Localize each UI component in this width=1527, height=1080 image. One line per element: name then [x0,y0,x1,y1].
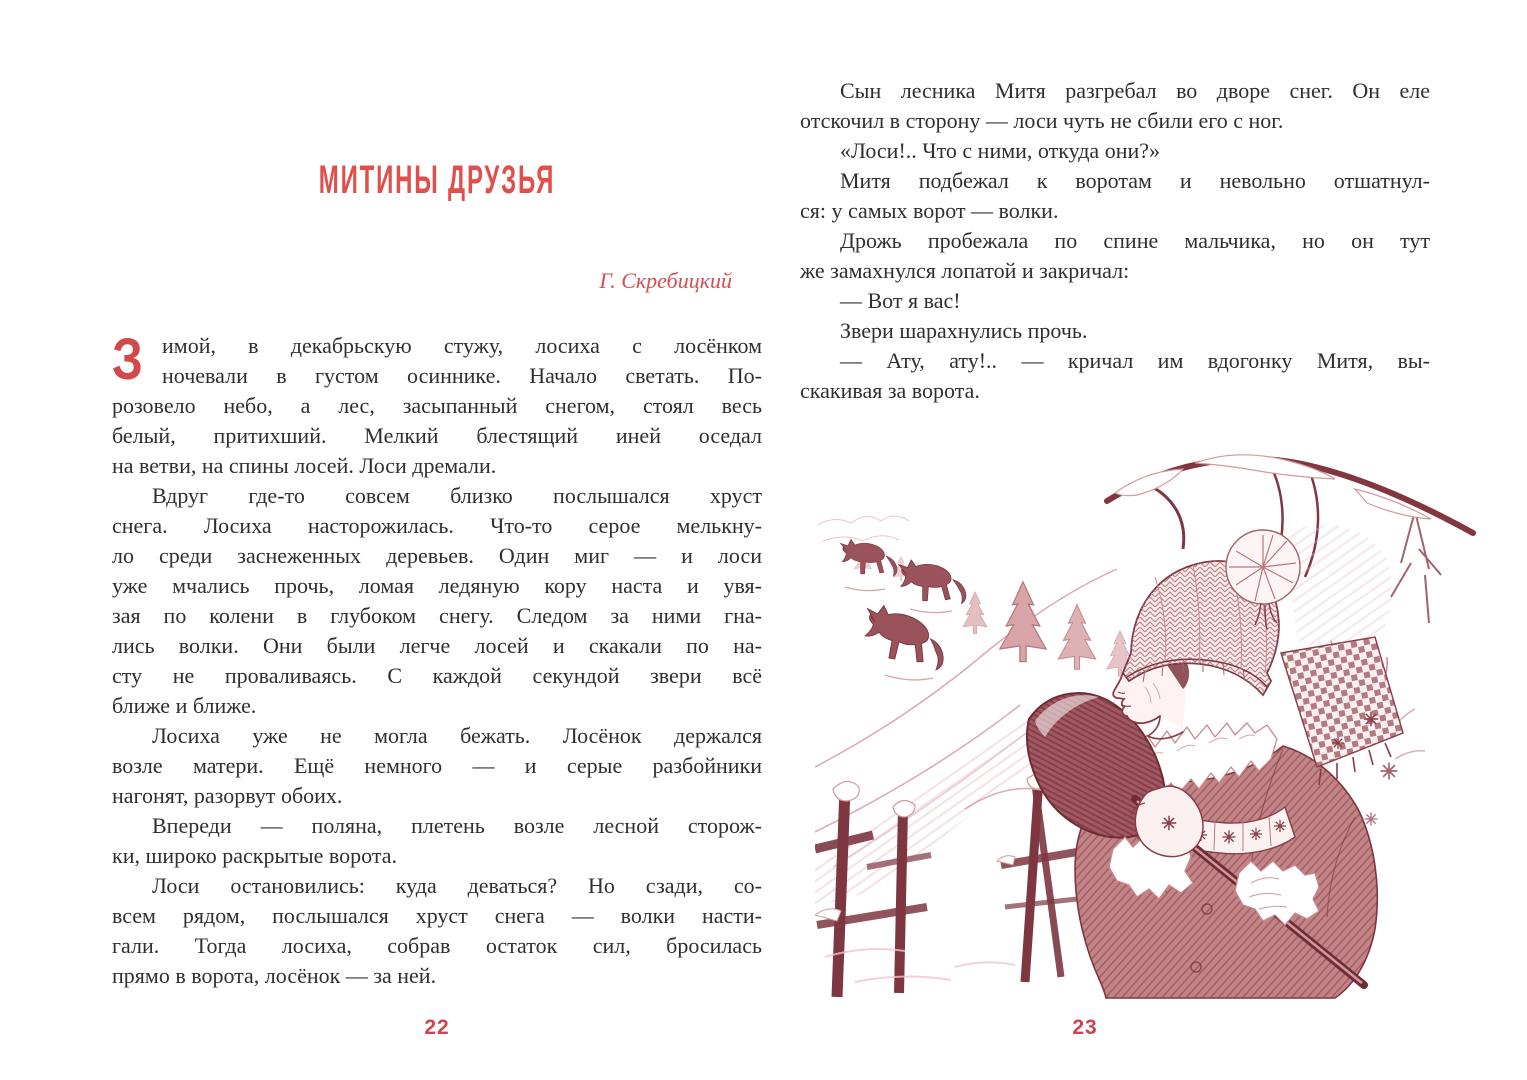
text-line: Вдруг где-то совсем близко послышался хруст [152,483,762,508]
text-line: белый, притихший. Мелкий блестящий иней оседал [112,423,762,448]
page-number-right: 23 [1072,1016,1098,1039]
text-line: лись волки. Они были легче лосей и скакали по на- [112,633,762,658]
text-line: снега. Лосиха насторожилась. Что-то серое мелькну- [112,513,762,538]
text-line: ки, широко раскрытые ворота. [112,843,398,868]
text-line: зая по колени в глубоком снегу. Следом за ними гна- [112,603,762,628]
text-line: нагонят, разорвут обоих. [112,783,343,808]
paragraph [800,286,1430,316]
text-line: возле матери. Ещё немного — и серые разбойники [112,753,762,778]
foreground-snow-strokes [825,949,1015,982]
text-line: — Ату, ату!.. — кричал им вдогонку Митя, вы- [840,348,1430,373]
paragraph [800,76,1430,136]
text-line: «Лоси!.. Что с ними, откуда они?» [840,138,1160,163]
text-line: Сын лесника Митя разгребал во дворе снег. Он еле [840,78,1430,103]
left-page-text [112,327,762,991]
fir-trees-drawing [854,543,1166,680]
paragraph [112,871,762,991]
distant-treeline-drawing [817,516,909,541]
snowbank-shading [1285,525,1392,652]
wolves-drawing [841,539,966,670]
text-line: прямо в ворота, лосёнок — за ней. [112,963,437,988]
paragraph [800,136,1430,166]
paragraph [112,327,762,481]
text-line: уже мчались прочь, ломая ледяную кору наста и увя- [112,573,762,598]
text-line: розовело небо, а лес, засыпанный снегом, стоял весь [112,393,762,418]
text-line: ло среди заснеженных деревьев. Один миг — и лоси [112,543,762,568]
story-title: МИТИНЫ ДРУЗЬЯ [318,158,556,202]
snowflake-motif [1381,763,1398,780]
author-name: Г. Скребицкий [599,268,732,293]
text-line: всем рядом, послышался хруст снега — волки насти- [112,903,762,928]
text-line: скакивая за ворота. [800,378,980,403]
page-number-left: 22 [424,1016,450,1039]
snowflake-motif [1364,812,1377,825]
story-title-wrap [112,158,762,202]
text-line: же замахнулся лопатой и закричал: [800,258,1130,283]
text-line: Лоси остановились: куда деваться? Но сзади, со- [152,873,762,898]
text-line: ночевали в густом осиннике. Начало светать. По- [162,363,762,388]
text-line: отскочил в сторону — лоси чуть не сбили его с ног. [800,108,1284,133]
text-line: на ветви, на спины лосей. Лоси дремали. [112,453,497,478]
text-line: Дрожь пробежала по спине мальчика, но он тут [840,228,1430,253]
paragraph [112,481,762,721]
text-line: имой, в декабрьскую стужу, лосиха с лосёнком [162,333,762,358]
text-line: — Вот я вас! [840,288,961,313]
paragraph [800,166,1430,226]
paragraph [800,226,1430,286]
text-line: Звери шарахнулись прочь. [840,318,1088,343]
drop-cap-letter: З [112,327,143,392]
paragraph [112,721,762,811]
text-line: сту не проваливаясь. С каждой секундой звери всё [112,663,762,688]
text-line: Митя подбежал к воротам и невольно отшатнул- [840,168,1430,193]
paragraph [800,316,1430,346]
story-illustration [815,437,1510,1012]
text-line: Лосиха уже не могла бежать. Лосёнок держался [152,723,762,748]
text-line: ближе и ближе. [112,693,257,718]
text-line: гали. Тогда лосиха, собрав остаток сил, бросилась [112,933,762,958]
paragraph [112,811,762,871]
right-page-text [800,76,1430,406]
paragraph [800,346,1430,406]
text-line: Впереди — поляна, плетень возле лесной сторож- [152,813,762,838]
text-line: ся: у самых ворот — волки. [800,198,1059,223]
